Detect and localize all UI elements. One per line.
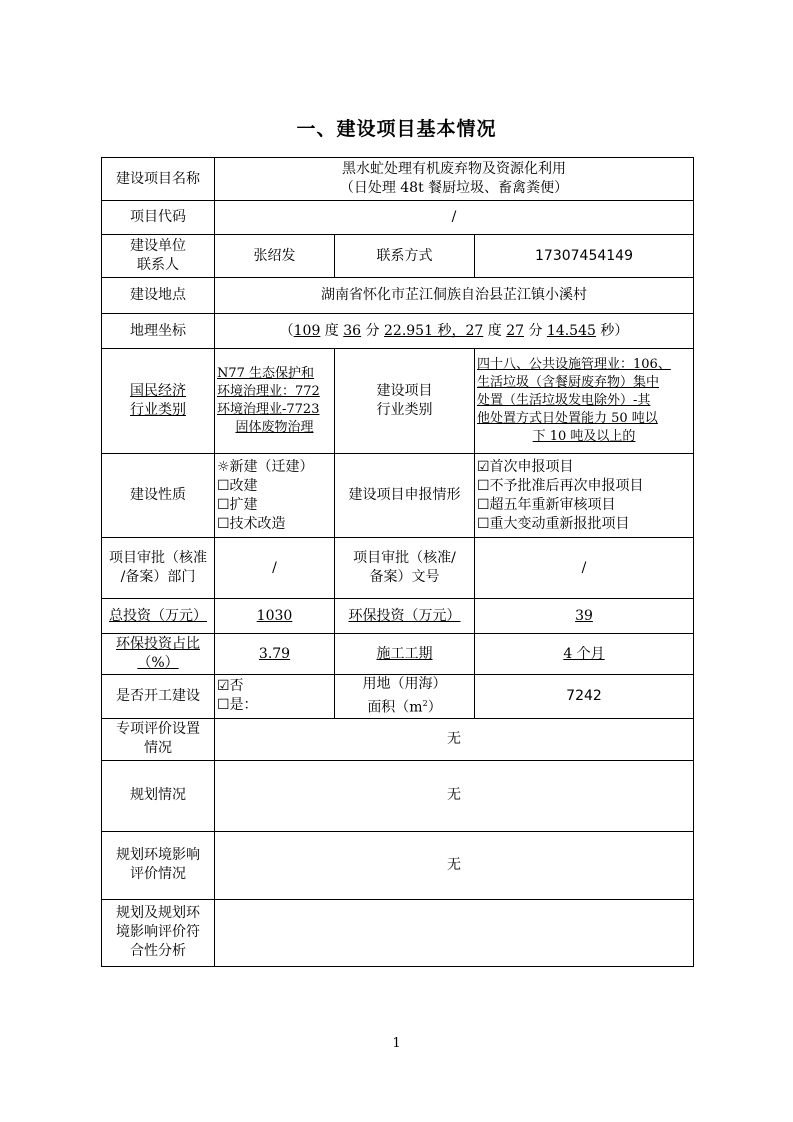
latitude-minutes: 27 bbox=[506, 322, 525, 339]
planning-value: 无 bbox=[215, 760, 694, 831]
env-investment-value: 39 bbox=[475, 599, 694, 634]
area-value: 7242 bbox=[475, 675, 694, 719]
conformity-label-line2: 境影响评价符 bbox=[116, 924, 200, 941]
project-code-value: / bbox=[215, 201, 694, 235]
conformity-value bbox=[215, 899, 694, 966]
location-label: 建设地点 bbox=[102, 278, 215, 314]
row-planning bbox=[102, 760, 694, 831]
planning-env-label-line1: 规划环境影响 bbox=[116, 847, 200, 864]
category-value-line: 生活垃圾（含餐厨废弃物）集中 bbox=[477, 375, 660, 390]
coord-deg-unit-1: 度 bbox=[320, 322, 344, 339]
page-title: 一、建设项目基本情况 bbox=[296, 118, 497, 140]
special-eval-label-line2: 情况 bbox=[144, 740, 172, 757]
unit-contact-label bbox=[102, 235, 215, 278]
project-name-line1: 黑水虻处理有机废弃物及资源化利用 bbox=[342, 161, 566, 177]
category-value-line: 下 10 吨及以上的 bbox=[532, 429, 636, 444]
row-project-name bbox=[102, 158, 694, 201]
area-label-line1: 用地（用海） bbox=[362, 676, 447, 692]
special-eval-label bbox=[102, 718, 215, 760]
project-code-label: 项目代码 bbox=[102, 201, 215, 235]
nature-option-tech[interactable]: ☐技术改造 bbox=[217, 515, 286, 532]
status-option-resubmit[interactable]: ☐不予批准后再次申报项目 bbox=[477, 477, 644, 494]
approval-doc-value: / bbox=[475, 538, 694, 599]
row-nature bbox=[102, 454, 694, 538]
contact-person-value: 张绍发 bbox=[215, 235, 335, 278]
coord-min-unit-1: 分 bbox=[361, 322, 384, 339]
conformity-label-line3: 合性分析 bbox=[130, 943, 186, 960]
planning-env-label-line2: 评价情况 bbox=[130, 866, 186, 883]
nature-option-rebuild[interactable]: ☐改建 bbox=[217, 477, 258, 494]
approval-label bbox=[102, 538, 215, 599]
category-value-line: 四十八、公共设施管理业：106、 bbox=[477, 357, 671, 372]
row-ratio bbox=[102, 634, 694, 675]
ratio-value: 3.79 bbox=[215, 634, 335, 675]
approval-label-line1: 项目审批（核准 bbox=[109, 550, 207, 566]
row-project-code bbox=[102, 201, 694, 235]
industry-label bbox=[102, 349, 215, 454]
area-label-line2: 面积（m bbox=[367, 699, 423, 716]
industry-label-line2: 行业类别 bbox=[130, 402, 186, 418]
period-label: 施工工期 bbox=[335, 634, 475, 675]
coord-open: （ bbox=[279, 322, 294, 339]
approval-doc-label-line1: 项目审批（核准/ bbox=[353, 550, 456, 566]
industry-label-line1: 国民经济 bbox=[130, 383, 186, 399]
longitude-degrees: 109 bbox=[293, 322, 321, 339]
industry-value-line: 固体废物治理 bbox=[235, 420, 314, 435]
coord-deg-unit-2: 度 bbox=[483, 322, 507, 339]
latitude-seconds: 14.545 bbox=[546, 322, 596, 339]
nature-options bbox=[215, 454, 335, 538]
status-option-major-change[interactable]: ☐重大变动重新报批项目 bbox=[477, 515, 630, 532]
coord-sec-unit-2: 秒） bbox=[595, 322, 629, 339]
row-industry bbox=[102, 349, 694, 454]
coordinates-label: 地理坐标 bbox=[102, 314, 215, 349]
row-approval bbox=[102, 538, 694, 599]
row-investment bbox=[102, 599, 694, 634]
status-option-first[interactable]: ☑首次申报项目 bbox=[477, 458, 574, 475]
status-options bbox=[475, 454, 694, 538]
started-option-yes[interactable]: ☐是： bbox=[217, 697, 258, 714]
contact-method-value: 17307454149 bbox=[475, 235, 694, 278]
ratio-label bbox=[102, 634, 215, 675]
row-planning-env bbox=[102, 831, 694, 899]
planning-label: 规划情况 bbox=[102, 760, 215, 831]
industry-value-line: 环境治理业-7723 bbox=[217, 402, 320, 417]
category-value-line: 他处置方式日处置能力 50 吨以 bbox=[477, 411, 658, 426]
special-eval-value: 无 bbox=[215, 718, 694, 760]
ratio-label-line2: （%） bbox=[137, 655, 179, 671]
started-label: 是否开工建设 bbox=[102, 675, 215, 719]
industry-value-line: 环境治理业：772 bbox=[217, 384, 320, 399]
project-name-value bbox=[215, 158, 694, 201]
coordinates-value bbox=[215, 314, 694, 349]
coord-min-unit-2: 分 bbox=[524, 322, 547, 339]
contact-method-label: 联系方式 bbox=[335, 235, 475, 278]
coord-sec-unit-1: 秒， bbox=[433, 322, 466, 339]
row-coordinates bbox=[102, 314, 694, 349]
approval-value: / bbox=[215, 538, 335, 599]
longitude-minutes: 36 bbox=[343, 322, 362, 339]
conformity-label bbox=[102, 899, 215, 966]
category-value-line: 处置（生活垃圾发电除外）-其 bbox=[477, 393, 651, 408]
special-eval-label-line1: 专项评价设置 bbox=[116, 721, 200, 738]
approval-label-line2: /备案）部门 bbox=[120, 569, 196, 585]
nature-option-new[interactable]: ☼新建（迁建） bbox=[217, 458, 314, 475]
location-value: 湖南省怀化市芷江侗族自治县芷江镇小溪村 bbox=[215, 278, 694, 314]
nature-label: 建设性质 bbox=[102, 454, 215, 538]
category-label-line1: 建设项目 bbox=[376, 383, 433, 399]
row-location bbox=[102, 278, 694, 314]
ratio-label-line1: 环保投资占比 bbox=[116, 636, 200, 652]
area-unit-sup: 2 bbox=[422, 699, 428, 708]
approval-doc-label-line2: 备案）文号 bbox=[369, 569, 440, 585]
row-started bbox=[102, 675, 694, 719]
total-investment-value: 1030 bbox=[215, 599, 335, 634]
area-label-close: ） bbox=[427, 699, 442, 716]
row-special-eval bbox=[102, 718, 694, 760]
unit-label: 建设单位 bbox=[130, 238, 186, 254]
started-option-no[interactable]: ☑否 bbox=[217, 678, 244, 695]
status-label: 建设项目申报情形 bbox=[335, 454, 475, 538]
total-investment-label: 总投资（万元） bbox=[102, 599, 215, 634]
contact-person-label: 联系人 bbox=[137, 257, 179, 273]
industry-value bbox=[215, 349, 335, 454]
category-value bbox=[475, 349, 694, 454]
longitude-seconds: 22.951 bbox=[384, 322, 433, 339]
industry-value-line: N77 生态保护和 bbox=[217, 366, 315, 381]
category-label bbox=[335, 349, 475, 454]
conformity-label-line1: 规划及规划环 bbox=[116, 905, 200, 922]
started-options bbox=[215, 675, 335, 719]
nature-option-expand[interactable]: ☐扩建 bbox=[217, 496, 258, 513]
project-info-table bbox=[101, 157, 694, 967]
page-number: 1 bbox=[392, 1036, 401, 1051]
area-label bbox=[335, 675, 475, 719]
project-name-line2: （日处理 48t 餐厨垃圾、畜禽粪便） bbox=[339, 180, 569, 196]
latitude-degrees: 27 bbox=[465, 322, 484, 339]
env-investment-label: 环保投资（万元） bbox=[335, 599, 475, 634]
row-conformity bbox=[102, 899, 694, 966]
approval-doc-label bbox=[335, 538, 475, 599]
planning-env-label bbox=[102, 831, 215, 899]
category-label-line2: 行业类别 bbox=[376, 402, 433, 418]
project-name-label: 建设项目名称 bbox=[102, 158, 215, 201]
planning-env-value: 无 bbox=[215, 831, 694, 899]
row-unit-contact bbox=[102, 235, 694, 278]
period-value: 4 个月 bbox=[475, 634, 694, 675]
status-option-five-years[interactable]: ☐超五年重新审核项目 bbox=[477, 496, 616, 513]
